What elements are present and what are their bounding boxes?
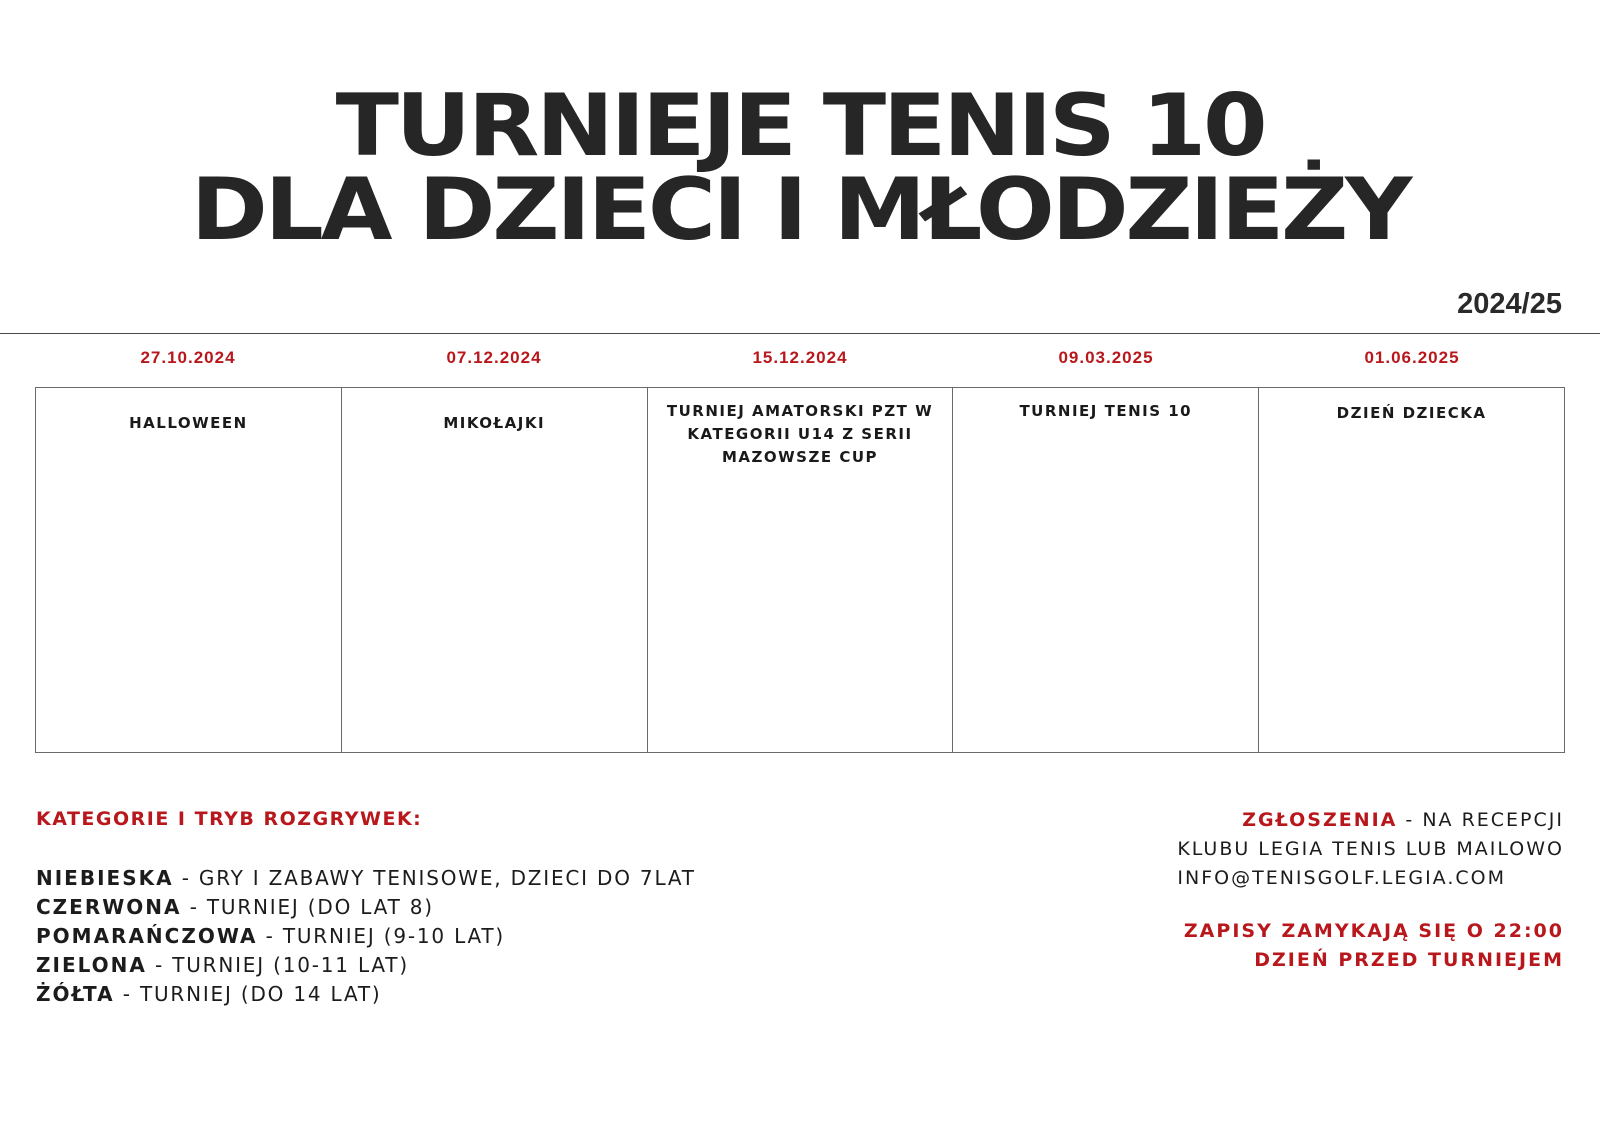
category-desc: - GRY I ZABAWY TENISOWE, DZIECI DO 7LAT — [173, 866, 696, 890]
category-item — [36, 980, 936, 1009]
title-line-1: TURNIEJE TENIS 10 — [335, 76, 1265, 176]
event-cell-2 — [342, 388, 648, 752]
registration-line-2: KLUBU LEGIA TENIS LUB MAILOWO — [1177, 838, 1564, 860]
category-item — [36, 864, 936, 893]
categories-heading: KATEGORIE I TRYB ROZGRYWEK: — [36, 808, 423, 830]
category-item — [36, 922, 936, 951]
category-color: NIEBIESKA — [36, 866, 174, 890]
title-line-2: DLA DZIECI I MŁODZIEŻY — [190, 160, 1410, 260]
category-color: POMARAŃCZOWA — [36, 924, 258, 948]
category-desc: - TURNIEJ (DO 14 LAT) — [114, 982, 382, 1006]
registration-line-1 — [864, 806, 1564, 835]
category-desc: - TURNIEJ (9-10 LAT) — [257, 924, 506, 948]
event-name-4: TURNIEJ TENIS 10 — [1019, 402, 1193, 420]
event-table — [35, 387, 1565, 753]
event-name-3: TURNIEJ AMATORSKI PZT W KATEGORII U14 Z SERII MAZOWSZE CUP — [666, 402, 934, 466]
category-desc: - TURNIEJ (10-11 LAT) — [146, 953, 409, 977]
category-item — [36, 893, 936, 922]
event-date-2: 07.12.2024 — [446, 348, 542, 367]
registration-label: ZGŁOSZENIA — [1242, 809, 1398, 831]
event-date-5: 01.06.2025 — [1364, 348, 1460, 367]
category-desc: - TURNIEJ (DO LAT 8) — [181, 895, 434, 919]
event-dates-row — [35, 348, 1565, 372]
category-item — [36, 951, 936, 980]
category-color: ŻÓŁTA — [36, 982, 115, 1006]
divider — [0, 333, 1600, 334]
deadline-line-1: ZAPISY ZAMYKAJĄ SIĘ O 22:00 — [1183, 920, 1564, 942]
event-date-3: 15.12.2024 — [752, 348, 848, 367]
event-date-1: 27.10.2024 — [140, 348, 236, 367]
registration-text: - NA RECEPCJI — [1397, 809, 1564, 831]
categories-section — [36, 808, 936, 1009]
category-color: ZIELONA — [36, 953, 147, 977]
event-name-2: MIKOŁAJKI — [443, 414, 546, 432]
registration-email: INFO@TENISGOLF.LEGIA.COM — [1177, 867, 1506, 889]
event-cell-3 — [648, 388, 954, 752]
event-cell-1 — [36, 388, 342, 752]
event-name-5: DZIEŃ DZIECKA — [1336, 404, 1487, 422]
page-title — [0, 76, 1600, 260]
deadline-line-2: DZIEŃ PRZED TURNIEJEM — [1254, 949, 1564, 971]
category-color: CZERWONA — [36, 895, 182, 919]
season-label: 2024/25 — [1457, 288, 1562, 320]
event-cell-4 — [953, 388, 1259, 752]
registration-section — [864, 806, 1564, 975]
event-date-4: 09.03.2025 — [1058, 348, 1154, 367]
event-cell-5 — [1259, 388, 1564, 752]
event-name-1: HALLOWEEN — [129, 414, 248, 432]
